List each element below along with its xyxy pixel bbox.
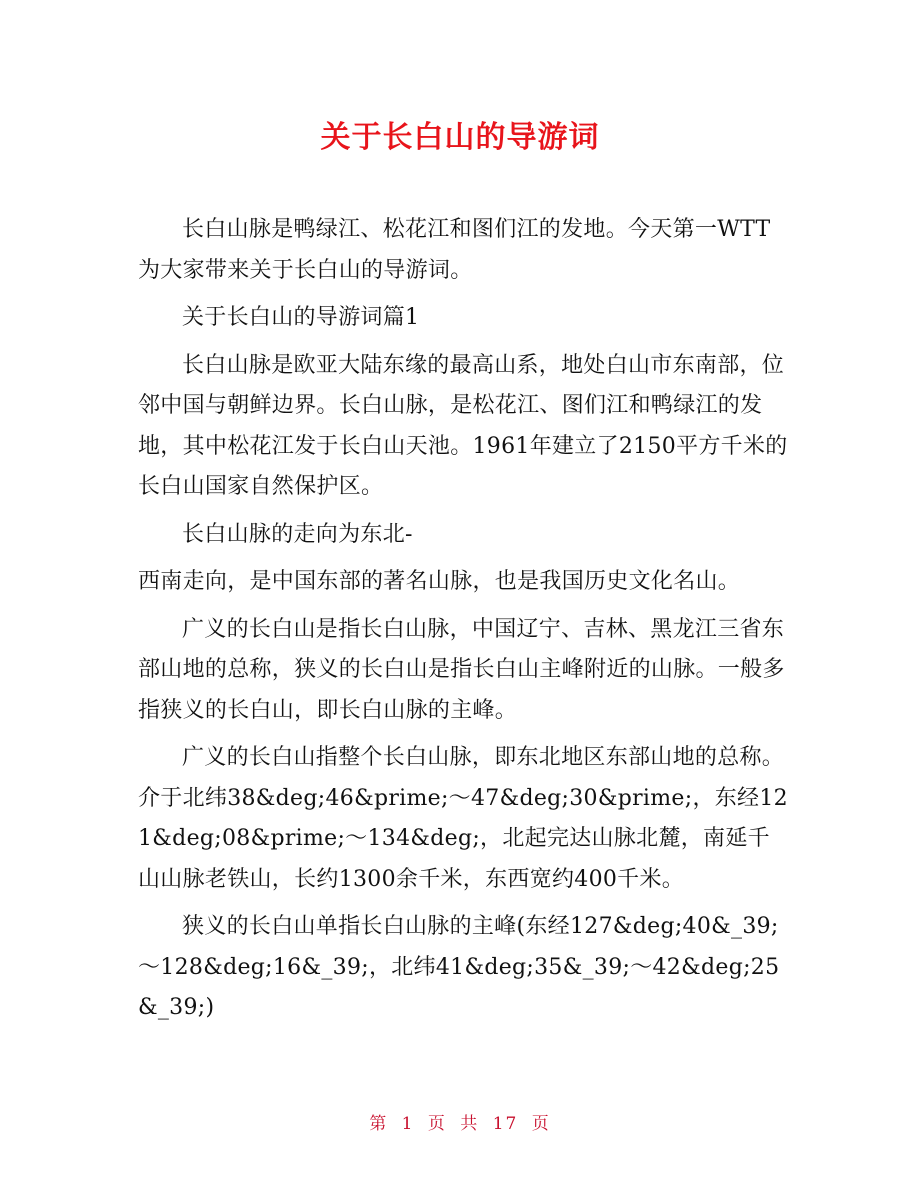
document-body xyxy=(138,210,788,1036)
document-title: 关于长白山的导游词 xyxy=(320,120,600,155)
paragraph-broad-narrow: 广义的长白山是指长白山脉，中国辽宁、吉林、黑龙江三省东部山地的总称，狭义的长白山是指长白山主峰附近的山脉。一般多指狭义的长白山，即长白山脉的主峰。 xyxy=(138,616,785,723)
paragraph-direction-cont: 西南走向，是中国东部的著名山脉，也是我国历史文化名山。 xyxy=(138,569,741,594)
page-footer xyxy=(0,1112,920,1136)
footer-total-pages: 17 xyxy=(492,1114,519,1134)
paragraph-narrow-definition: 狭义的长白山单指长白山脉的主峰(东经127&deg;40&_39;～128&deg;16&_39;，北纬41&deg;35&_39;～42&deg;25&_39;) xyxy=(138,914,780,1020)
paragraph-section-heading: 关于长白山的导游词篇1 xyxy=(182,305,420,330)
footer-total-label: 共 xyxy=(460,1114,480,1134)
paragraph-intro: 长白山脉是鸭绿江、松花江和图们江的发地。今天第一WTT为大家带来关于长白山的导游词。 xyxy=(138,217,771,283)
footer-page-number: 1 xyxy=(401,1114,415,1134)
paragraph-overview: 长白山脉是欧亚大陆东缘的最高山系，地处白山市东南部，位邻中国与朝鲜边界。长白山脉，是松花江、图们江和鸭绿江的发地，其中松花江发于长白山天池。1961年建立了2150平方千米的长白山国家自然保护区。 xyxy=(138,352,788,499)
footer-page-label: 第 xyxy=(369,1114,389,1134)
paragraph-broad-definition: 广义的长白山指整个长白山脉，即东北地区东部山地的总称。介于北纬38&deg;46&prime;～47&deg;30&prime;，东经121&deg;08&prime;～134&deg;，北起完达山脉北麓，南延千山山脉老铁山，长约1300余千米，东西宽约400千米。 xyxy=(138,745,788,892)
paragraph-direction: 长白山脉的走向为东北- xyxy=(182,521,413,547)
footer-page-unit: 页 xyxy=(427,1114,447,1134)
footer-total-unit: 页 xyxy=(531,1114,551,1134)
